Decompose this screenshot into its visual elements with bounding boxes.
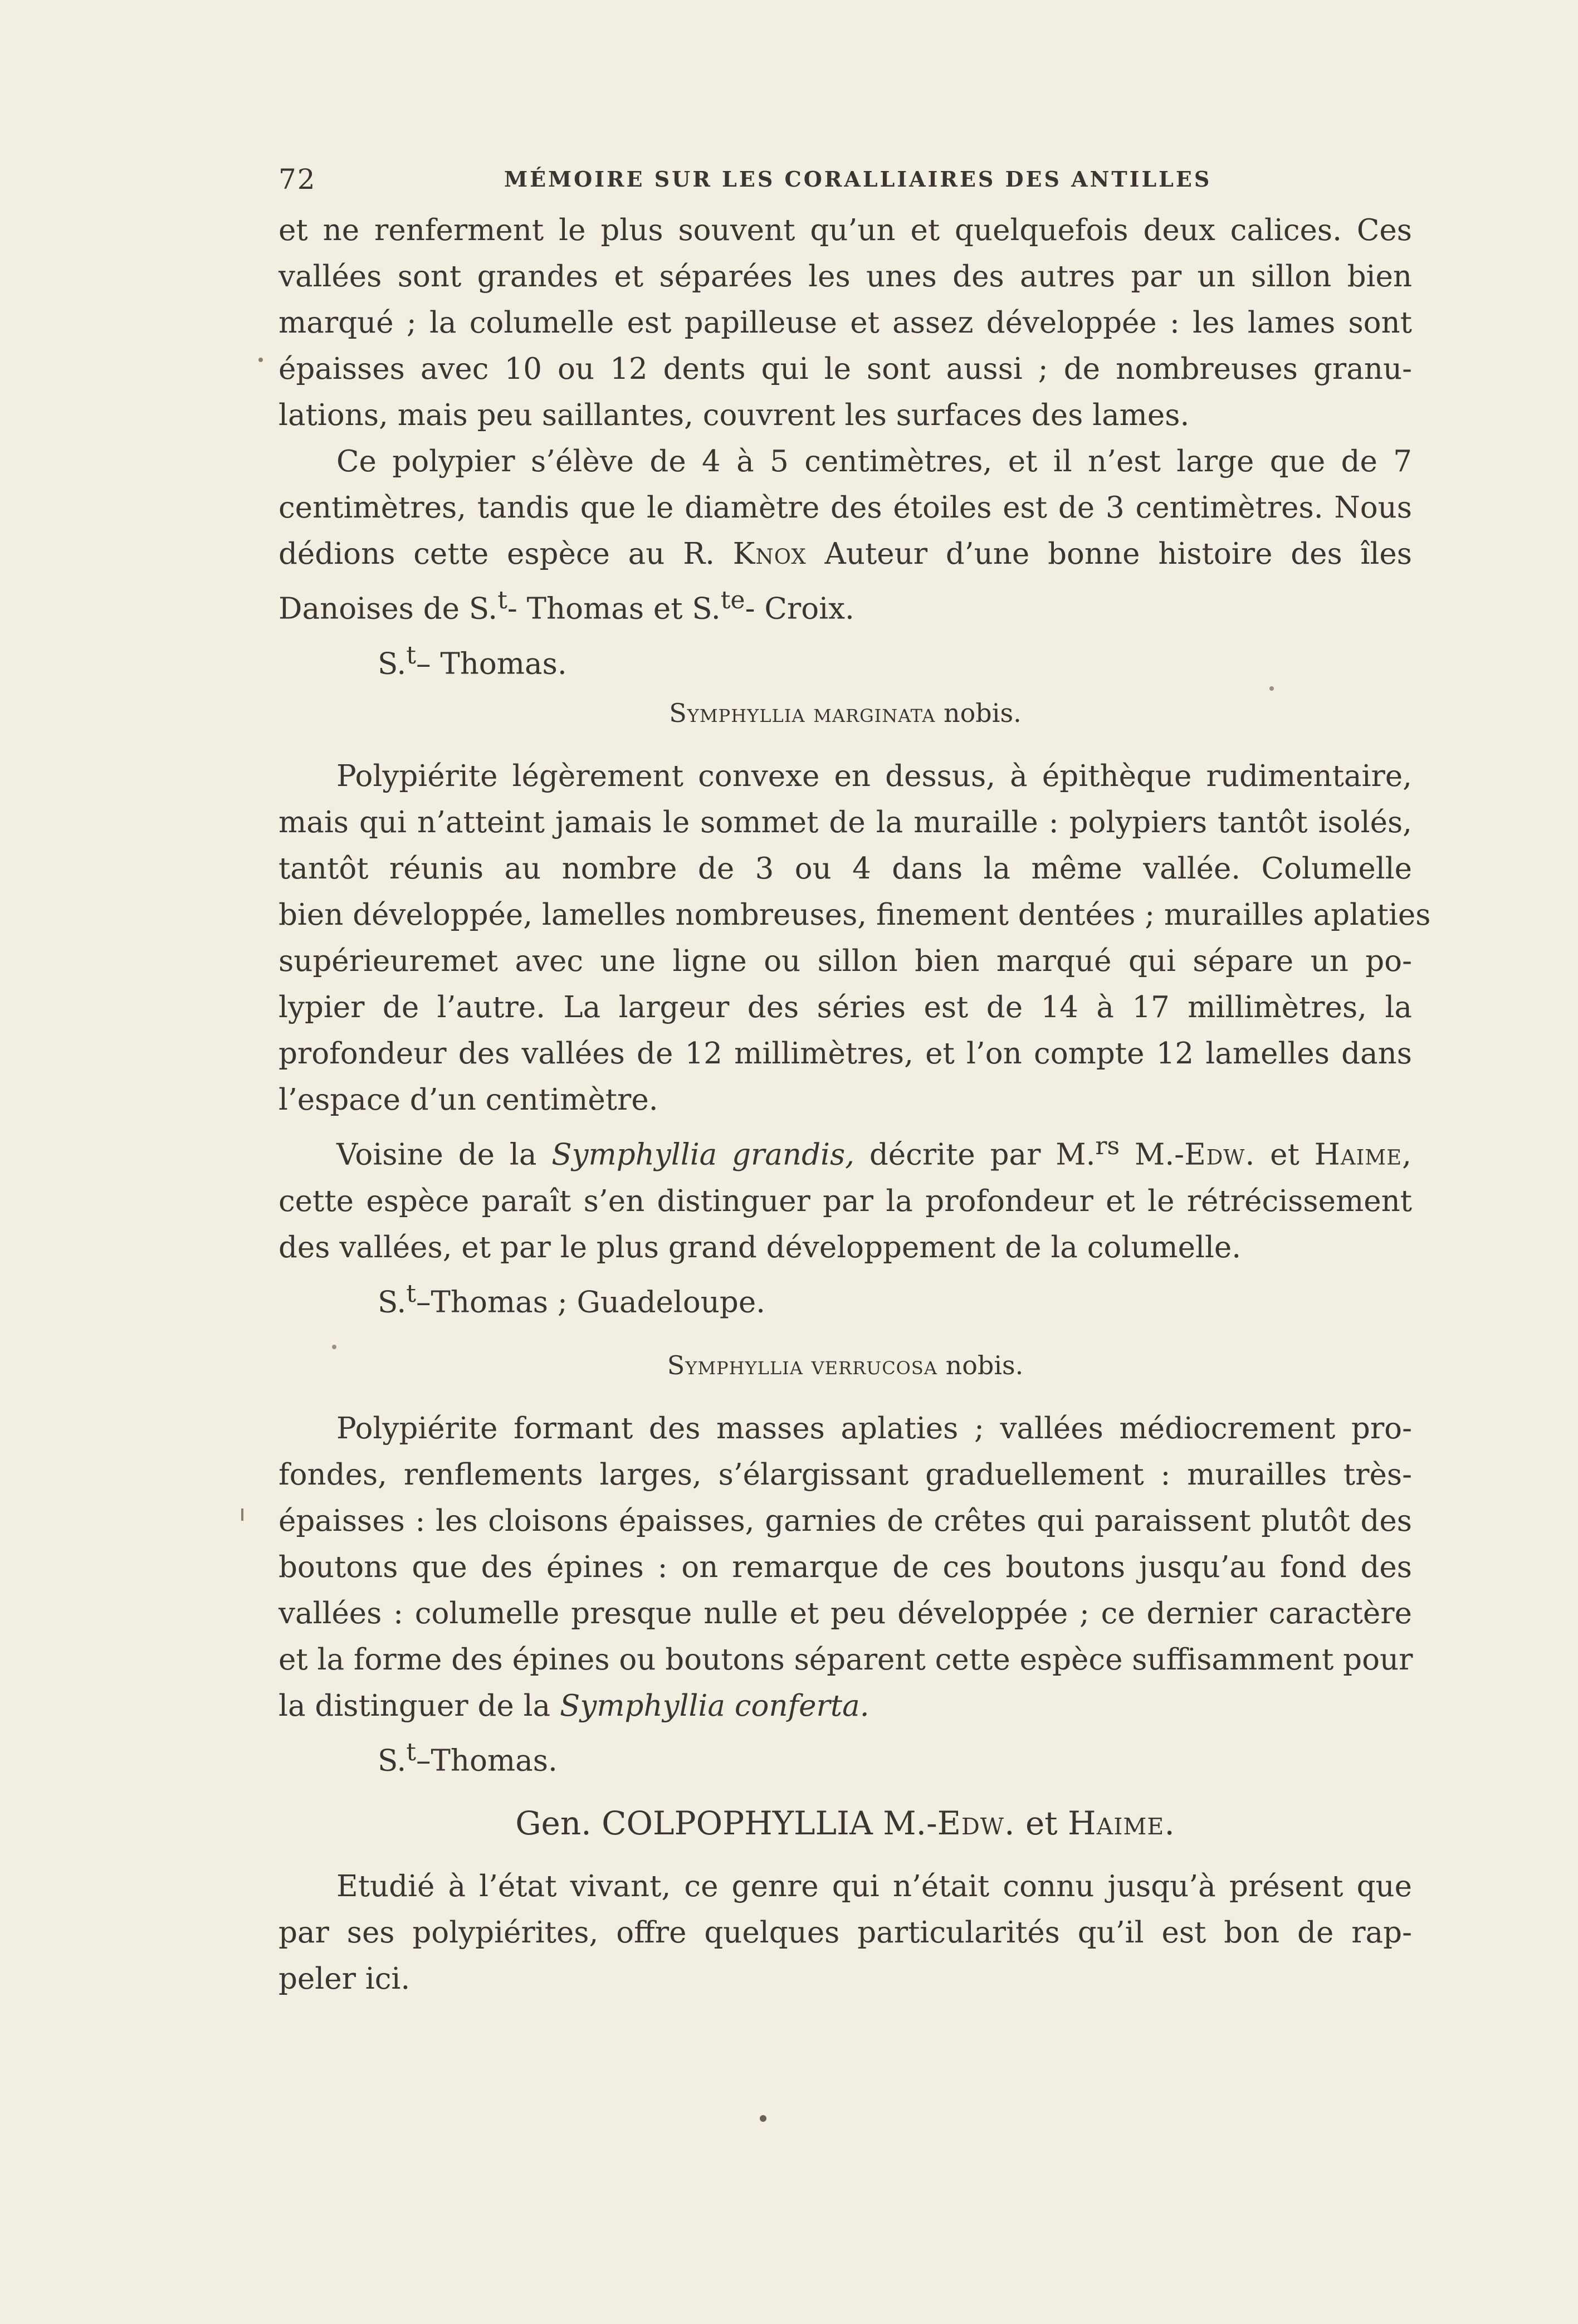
paragraph-4	[279, 1123, 1412, 1271]
text-line: épaisses : les cloisons épaisses, garnies de crêtes qui paraissent plutôt des	[279, 1503, 1412, 1538]
text-line: Etudié à l’état vivant, ce genre qui n’était connu jusqu’à présent que	[336, 1869, 1412, 1904]
text-line: boutons que des épines : on remarque de ces boutons jusqu’au fond des	[279, 1550, 1412, 1584]
species-heading: Symphyllia marginata nobis.	[669, 698, 1022, 729]
ink-speck	[241, 1508, 243, 1521]
text-line: tantôt réunis au nombre de 3 ou 4 dans la même vallée. Columelle	[279, 852, 1412, 886]
species-heading: Symphyllia verrucosa nobis.	[667, 1350, 1024, 1380]
text-line: et la forme des épines ou boutons séparent cette espèce suffisamment pour	[279, 1642, 1413, 1677]
author-name: Knox	[732, 537, 807, 571]
text-line: la distinguer de la Symphyllia conferta.	[279, 1688, 869, 1723]
locality-line: S.$^t$– Thomas.	[378, 641, 567, 681]
text-line: peler ici.	[279, 1962, 411, 1996]
text-line: lypier de l’autre. La largeur des séries est de 14 à 17 millimètres, la	[279, 990, 1412, 1025]
paragraph-1	[279, 207, 1412, 438]
ink-speck	[760, 2115, 766, 2122]
genus-heading: Gen. COLPOPHYLLIA M.-Edw. et Haime.	[515, 1804, 1175, 1843]
text-line: et ne renferment le plus souvent qu’un et quelquefois deux calices. Ces	[279, 213, 1412, 247]
locality-line: S.$^t$–Thomas.	[378, 1737, 558, 1778]
paragraph-2	[279, 438, 1412, 632]
text-line: Danoises de S.$^t$- Thomas et S.$^{te}$- Croix.	[279, 586, 854, 626]
text-line: lations, mais peu saillantes, couvrent les surfaces des lames.	[279, 398, 1190, 432]
ink-speck	[258, 358, 263, 362]
text-line: mais qui n’atteint jamais le sommet de la muraille : polypiers tantôt isolés,	[279, 805, 1412, 840]
text-line: Voisine de la Symphyllia grandis, décrite par M.$^{rs}$ M.-Edw. et Haime,	[336, 1132, 1412, 1172]
text-line: marqué ; la columelle est papilleuse et assez développée : les lames sont	[279, 306, 1412, 340]
running-title: MÉMOIRE SUR LES CORALLIAIRES DES ANTILLES	[504, 167, 1212, 192]
text-line: profondeur des vallées de 12 millimètres, et l’on compte 12 lamelles dans	[279, 1037, 1412, 1071]
text-line: centimètres, tandis que le diamètre des étoiles est de 3 centimètres. Nous	[279, 491, 1412, 525]
paragraph-3	[279, 753, 1431, 1123]
text-line: Ce polypier s’élève de 4 à 5 centimètres, et il n’est large que de 7	[336, 445, 1412, 479]
text-line: épaisses avec 10 ou 12 dents qui le sont aussi ; de nombreuses granu-	[279, 352, 1412, 386]
paragraph-5	[279, 1405, 1412, 1729]
text-line: par ses polypiérites, offre quelques particularités qu’il est bon de rap-	[279, 1916, 1412, 1950]
text-line: l’espace d’un centimètre.	[279, 1083, 658, 1117]
text-line: vallées sont grandes et séparées les unes des autres par un sillon bien	[279, 260, 1412, 294]
text-line: bien développée, lamelles nombreuses, finement dentées ; murailles aplaties	[279, 898, 1431, 932]
text-line: Polypiérite légèrement convexe en dessus, à épithèque rudimentaire,	[336, 759, 1412, 794]
paragraph-6	[279, 1863, 1412, 2002]
page-header	[279, 163, 1409, 197]
text-line: supérieuremet avec une ligne ou sillon bien marqué qui sépare un po-	[279, 944, 1412, 979]
page-number: 72	[279, 163, 316, 196]
text-line: Polypiérite formant des masses aplaties ; vallées médiocrement pro-	[336, 1411, 1412, 1446]
text-line: vallées : columelle presque nulle et peu développée ; ce dernier caractère	[279, 1596, 1412, 1630]
text-line: dédions cette espèce au R. Knox Auteur d’une bonne histoire des îles	[279, 537, 1412, 571]
text-line: fondes, renflements larges, s’élargissant graduellement : murailles très-	[279, 1457, 1412, 1492]
locality-line: S.$^t$–Thomas ; Guadeloupe.	[378, 1279, 766, 1320]
text-line: cette espèce paraît s’en distinguer par la profondeur et le rétrécissement	[279, 1184, 1412, 1218]
body-text	[279, 207, 1431, 2002]
text-line: des vallées, et par le plus grand développement de la columelle.	[279, 1230, 1242, 1264]
